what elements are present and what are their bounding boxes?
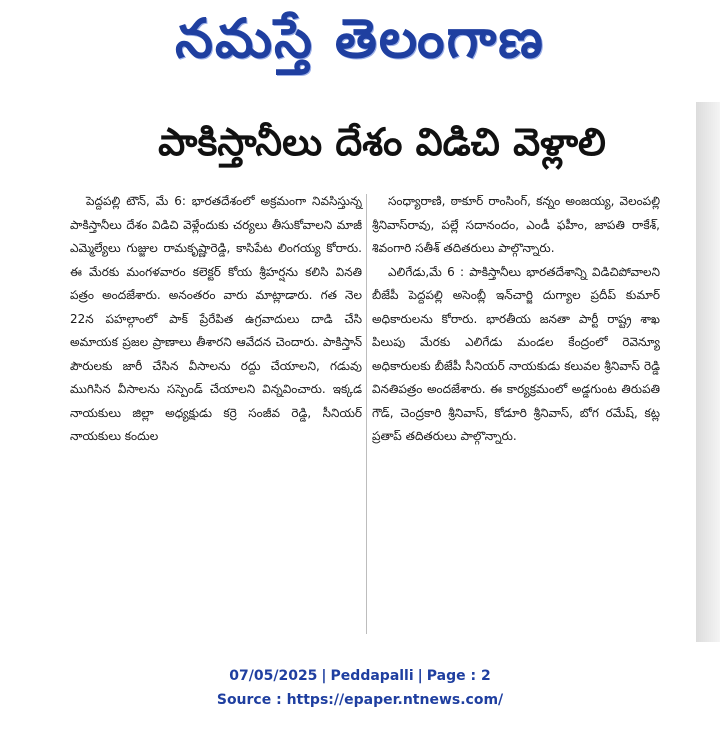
newspaper-logo: నమస్తే తెలంగాణ	[175, 7, 545, 70]
footer-page: Page : 2	[426, 668, 491, 684]
masthead	[0, 0, 720, 78]
column-divider	[366, 194, 367, 634]
article-column-right	[372, 190, 660, 449]
clipping-shadow	[696, 102, 720, 642]
footer-date: 07/05/2025	[229, 668, 318, 684]
article-headline: పాకిస్తానీలు దేశం విడిచి వెళ్లాలి	[158, 120, 606, 164]
article-paragraph: సంధ్యారాణి, ఠాకూర్ రాంసింగ్, కన్నం అంజయ్య, వెలంపల్లి శ్రీనివాస్‌రావు, పల్లే సదానందం, ఎండీ ఫహీం, జాపతి రాకేశ్, శివంగారి సతీశ్ తదితరులు పాల్గొన్నారు.	[372, 194, 660, 255]
footer-source-label: Source :	[216, 692, 287, 708]
footer-source	[0, 688, 720, 712]
article-paragraph: ఎలిగేడు,మే 6 : పాకిస్తానీలు భారతదేశాన్ని విడిచిపోవాలని బీజేపీ పెద్దపల్లి అసెంబ్లీ ఇన్‌చార్జి దుగ్యాల ప్రదీప్ కుమార్ అధికారులను కోరారు. భారతీయ జనతా పార్టీ రాష్ట్ర శాఖ పిలుపు మేరకు ఎలిగేడు మండల కేంద్రంలో రెవెన్యూ అధికారులకు బీజేపీ సీనియర్ నాయకుడు కలువల శ్రీనివాస్ రెడ్డి వినతిపత్రం అందజేశారు. ఈ కార్యక్రమంలో అడ్డగుంట తిరుపతి గౌడ్, చెంద్రకారి శ్రీనివాస్, కోడూరి శ్రీనివాస్, బోగ రమేష్, కట్ల ప్రతాప్ తదితరులు పాల్గొన్నారు.	[372, 264, 660, 443]
footer	[0, 664, 720, 712]
article-paragraph: పెద్దపల్లి టౌన్, మే 6: భారతదేశంలో అక్రమంగా నివసిస్తున్న పాకిస్తానీలు దేశం విడిచి వెళ్లేందుకు చర్యలు తీసుకోవాలని మాజీ ఎమ్మెల్యేలు గుజ్జుల రామకృష్ణారెడ్డి, కాసిపేట లింగయ్య కోరారు. ఈ మేరకు మంగళవారం కలెక్టర్ కోయ శ్రీహర్షను కలిసి వినతి పత్రం అందజేశారు. అనంతరం వారు మాట్లాడారు. గత నెల 22న పహల్గాంలో పాక్ ప్రేరేపిత ఉగ్రవాదులు దాడి చేసి అమాయక ప్రజల ప్రాణాలు తీశారని ఆవేదన చెందారు. పాకిస్తాన్ పౌరులకు జారీ చేసిన వీసాలను రద్దు చేయాలని, గడువు ముగిసిన వీసాలను సస్పెండ్ చేయాలని విన్నవించారు. ఇక్కడ నాయకులు జిల్లా అధ్యక్షుడు కర్రె సంజీవ రెడ్డి, సీనియర్ నాయకులు కందుల	[70, 194, 362, 443]
article-column-left	[70, 190, 362, 449]
footer-edition: Peddapalli	[330, 668, 414, 684]
footer-meta: 07/05/2025 | Peddapalli | Page : 2	[229, 668, 491, 684]
footer-source-link[interactable]: https://epaper.ntnews.com/	[286, 692, 504, 708]
